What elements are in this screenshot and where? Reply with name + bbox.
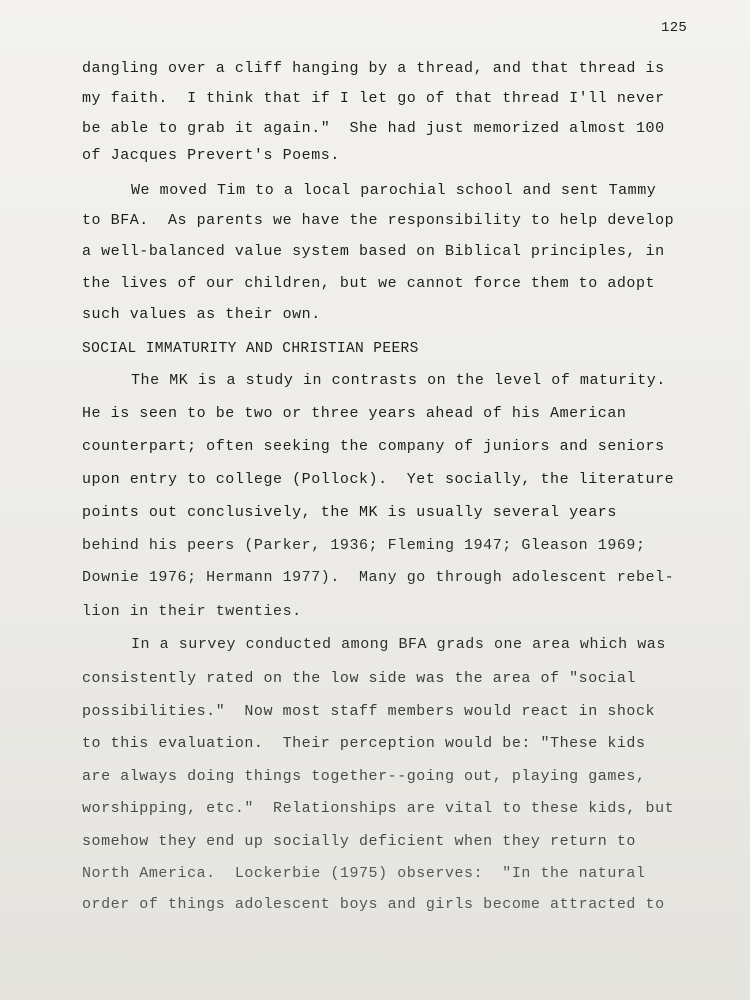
text-line: In a survey conducted among BFA grads one area which was xyxy=(131,636,666,653)
text-line: The MK is a study in contrasts on the level of maturity. xyxy=(131,372,666,389)
text-line: dangling over a cliff hanging by a thread, and that thread is xyxy=(82,60,665,77)
text-line: He is seen to be two or three years ahead of his American xyxy=(82,405,627,422)
text-line: points out conclusively, the MK is usually several years xyxy=(82,504,617,521)
text-line: order of things adolescent boys and girls become attracted to xyxy=(82,896,665,913)
text-line: somehow they end up socially deficient when they return to xyxy=(82,833,636,850)
text-line: to BFA. As parents we have the responsibility to help develop xyxy=(82,212,675,229)
text-line: possibilities." Now most staff members would react in shock xyxy=(82,703,656,720)
text-line: of Jacques Prevert's Poems. xyxy=(82,147,340,164)
text-line: We moved Tim to a local parochial school and sent Tammy xyxy=(131,182,657,199)
text-line: lion in their twenties. xyxy=(82,603,302,620)
section-heading: SOCIAL IMMATURITY AND CHRISTIAN PEERS xyxy=(82,341,419,357)
text-line: behind his peers (Parker, 1936; Fleming 1947; Gleason 1969; xyxy=(82,537,646,554)
page-number: 125 xyxy=(661,20,688,36)
text-line: counterpart; often seeking the company of juniors and seniors xyxy=(82,438,665,455)
text-line: such values as their own. xyxy=(82,306,321,323)
text-line: the lives of our children, but we cannot force them to adopt xyxy=(82,275,656,292)
text-line: a well-balanced value system based on Biblical principles, in xyxy=(82,243,665,260)
text-line: upon entry to college (Pollock). Yet socially, the literature xyxy=(82,471,675,488)
text-line: are always doing things together--going out, playing games, xyxy=(82,768,646,785)
text-line: worshipping, etc." Relationships are vital to these kids, but xyxy=(82,800,675,817)
text-line: to this evaluation. Their perception would be: "These kids xyxy=(82,735,646,752)
text-line: consistently rated on the low side was the area of "social xyxy=(82,670,636,687)
text-line: Downie 1976; Hermann 1977). Many go through adolescent rebel- xyxy=(82,569,675,586)
text-line: my faith. I think that if I let go of that thread I'll never xyxy=(82,90,665,107)
text-line: North America. Lockerbie (1975) observes: "In the natural xyxy=(82,865,646,882)
text-line: be able to grab it again." She had just memorized almost 100 xyxy=(82,120,665,137)
